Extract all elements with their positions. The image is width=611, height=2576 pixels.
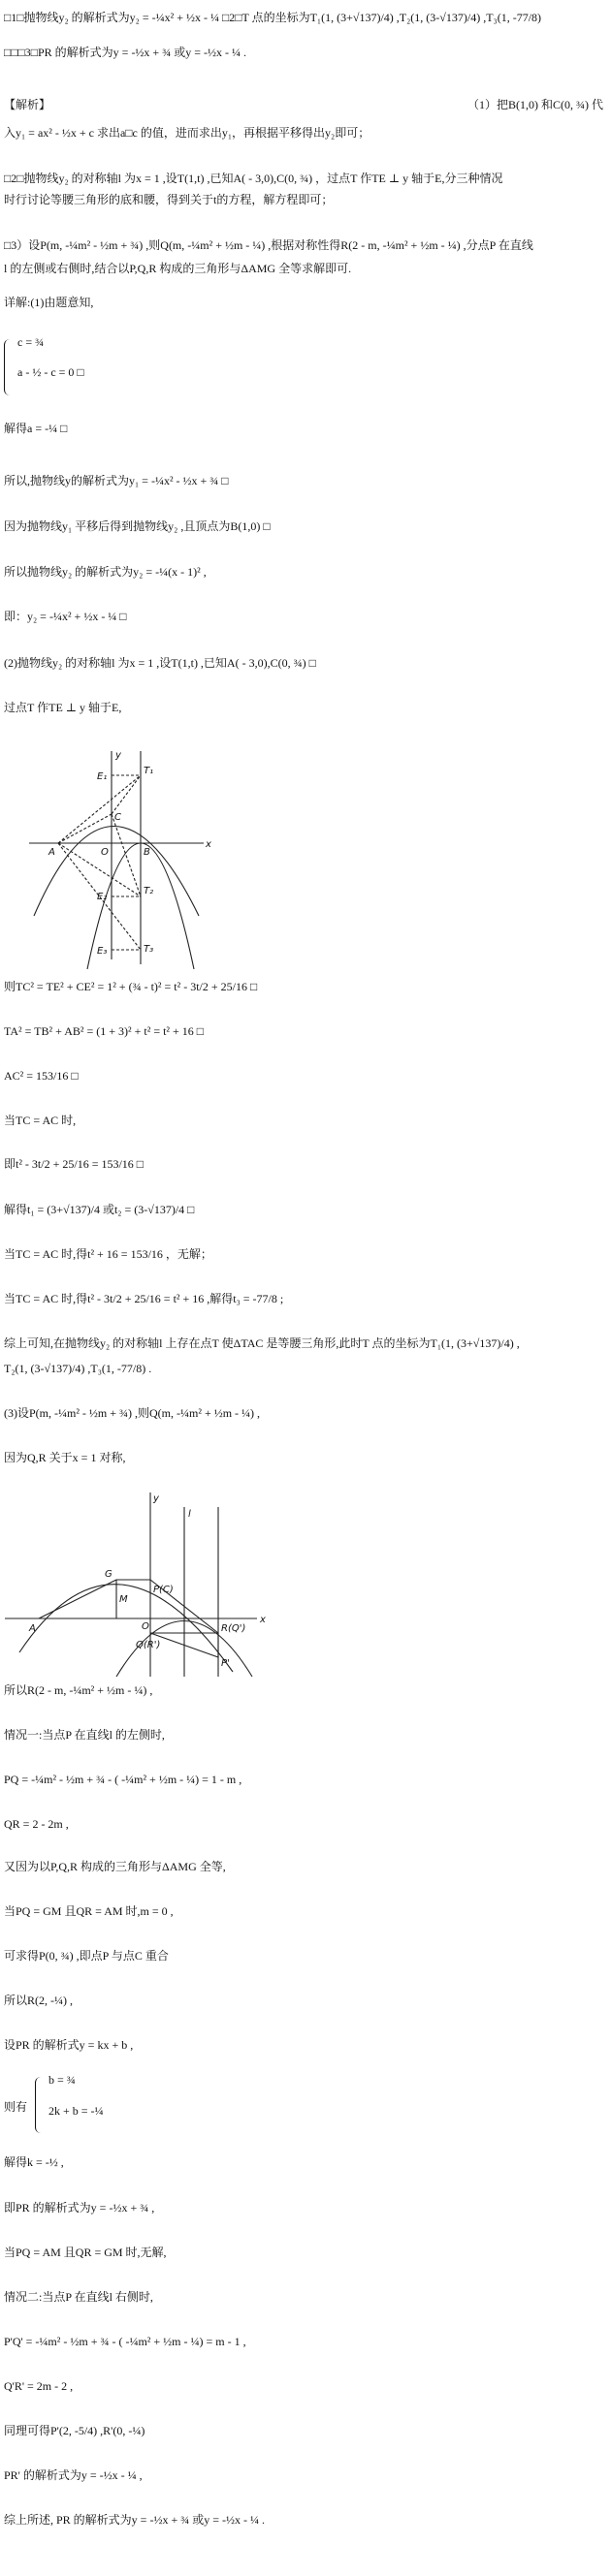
text-line-l22: 当TC = AC 时, [4, 1114, 77, 1127]
text-line-l12: 解得a = -¼ □ [4, 422, 68, 435]
text-line-l37: 可求得P(0, ¾) ,即点P 与点C 重合 [4, 1949, 169, 1963]
text-line-l48: 同理可得P'(2, -5/4) ,R'(0, -¼) [4, 2424, 145, 2437]
text-line-l45: 情况二:当点P 在直线l 右侧时, [4, 2290, 153, 2304]
parabola-y1 [34, 827, 199, 917]
figure-isosceles-diagram [0, 746, 611, 969]
figure-congruence-diagram [0, 1488, 611, 1681]
text-line-l1: □1□抛物线y₂ 的解析式为y₂ = -¼x² + ½x - ¼ □2□T 点的坐标为T₁(1, (3+√137)/4) ,T₂(1, (3-√137)/4) ,T₃(1, -77/8) [4, 11, 542, 24]
fig2-PC: P(C) [153, 1585, 174, 1595]
text-line-l24: 解得t₁ = (3+√137)/4 或t₂ = (3-√137)/4 □ [4, 1203, 195, 1216]
fig1-E3: E₃ [97, 946, 108, 957]
fig1-C: C [114, 812, 121, 823]
fig2-A: A [29, 1623, 36, 1634]
text-line-l32: 情况一:当点P 在直线l 的左侧时, [4, 1728, 165, 1742]
text-line-l34: QR = 2 - 2m , [4, 1817, 69, 1831]
text-line-l2: □□□3□PR 的解析式为y = -½x + ¾ 或y = -½x - ¼ . [4, 46, 246, 59]
text-line-l35: 又因为以P,Q,R 构成的三角形与ΔAMG 全等, [4, 1860, 226, 1873]
text-line-l19: 则TC² = TE² + CE² = 1² + (¾ - t)² = t² - 3t/2 + 25/16 □ [4, 980, 258, 993]
text-line-l17: (2)抛物线y₂ 的对称轴l 为x = 1 ,设T(1,t) ,已知A( - 3,0),C(0, ¾) □ [4, 656, 316, 670]
fig1-E1: E₁ [97, 771, 108, 782]
text-line-l28: T₂(1, (3-√137)/4) ,T₃(1, -77/8) . [4, 1362, 152, 1375]
fig2-P-prime: P' [221, 1658, 230, 1669]
text-line-l42: 解得k = -½ , [4, 2155, 64, 2169]
text-line-l38: 所以R(2, -¼) , [4, 1994, 73, 2007]
text-line-l5: □2□抛物线y₂ 的对称轴l 为x = 1 ,设T(1,t) ,已知A( - 3,0),C(0, ¾) ，过点T 作TE ⊥ y 轴于E,分三种情况 [4, 172, 503, 185]
text-line-l47: Q'R' = 2m - 2 , [4, 2379, 74, 2393]
text-line-l18: 过点T 作TE ⊥ y 轴于E, [4, 701, 122, 714]
text-line-l16: 即：y₂ = -¼x² + ½x - ¼ □ [4, 610, 127, 623]
fig1-E2: E₂ [97, 892, 108, 902]
fig2-l-label: l [188, 1509, 191, 1520]
text-line-l7: □3）设P(m, -¼m² - ½m + ¾) ,则Q(m, -¼m² + ½m - ¼) ,根据对称性得R(2 - m, -¼m² + ½m - ¼) ,分点P 在直线 [4, 238, 533, 252]
fig1-O: O [101, 847, 109, 858]
text-line-l29: (3)设P(m, -¼m² - ½m + ¾) ,则Q(m, -¼m² + ½m - ¼) , [4, 1406, 261, 1420]
text-line-l3b: （1）把B(1,0) 和C(0, ¾) 代 [467, 98, 603, 111]
then-label: 则有 [4, 2100, 28, 2114]
text-line-l44: 当PQ = AM 且QR = GM 时,无解, [4, 2246, 167, 2259]
text-line-l9: 详解:(1)由题意知, [4, 296, 94, 309]
text-line-l15: 所以抛物线y₂ 的解析式为y₂ = -¼(x - 1)² , [4, 565, 207, 579]
text-line-l41: 2k + b = -¼ [48, 2104, 104, 2118]
fig1-x-label: x [206, 839, 211, 850]
text-line-l46: P'Q' = -¼m² - ½m + ¾ - ( -¼m² + ½m - ¼) = m - 1 , [4, 2335, 246, 2348]
fig1-T2: T₂ [144, 886, 154, 896]
fig2-y-label: y [153, 1493, 159, 1504]
text-line-l11: a - ½ - c = 0 □ [17, 365, 84, 379]
fig1-T1: T₁ [144, 766, 154, 776]
text-line-l20: TA² = TB² + AB² = (1 + 3)² + t² = t² + 16 □ [4, 1024, 205, 1038]
text-line-l31: 所以R(2 - m, -¼m² + ½m - ¼) , [4, 1683, 153, 1697]
text-line-l25: 当TC = AC 时,得t² + 16 = 153/16 ，无解； [4, 1247, 212, 1261]
text-line-l21: AC² = 153/16 □ [4, 1069, 79, 1083]
text-line-l4: 入y₁ = ax² - ½x + c 求出a□c 的值，进而求出y₁，再根据平移得出y₂即可； [4, 126, 370, 140]
system-brace-2 [35, 2077, 42, 2133]
text-line-l26: 当TC = AC 时,得t² - 3t/2 + 25/16 = t² + 16 ,解得t₃ = -77/8 ; [4, 1292, 284, 1305]
text-line-l14: 因为抛物线y₁ 平移后得到抛物线y₂ ,且顶点为B(1,0) □ [4, 519, 271, 533]
text-line-l40: b = ¾ [48, 2073, 76, 2087]
fig2-RQ: R(Q') [221, 1623, 246, 1634]
text-line-l36: 当PQ = GM 且QR = AM 时,m = 0 , [4, 1904, 174, 1918]
text-line-l39: 设PR 的解析式y = kx + b , [4, 2038, 134, 2052]
text-line-l3: 【解析】 [4, 98, 51, 111]
text-line-l8: l 的左侧或右侧时,结合以P,Q,R 构成的三角形与ΔAMG 全等求解即可. [4, 262, 352, 275]
fig2-QR: Q(R') [136, 1640, 161, 1650]
text-line-l33: PQ = -¼m² - ½m + ¾ - ( -¼m² + ½m - ¼) = 1 - m , [4, 1773, 242, 1786]
text-line-l50: 综上所述, PR 的解析式为y = -½x + ¾ 或y = -½x - ¼ . [4, 2513, 265, 2527]
fig1-B: B [144, 847, 150, 858]
fig2-O: O [142, 1621, 149, 1632]
text-line-l10: c = ¾ [17, 335, 45, 349]
text-line-l27: 综上可知,在抛物线y₂ 的对称轴l 上存在点T 使ΔTAC 是等腰三角形,此时T 点的坐标为T₁(1, (3+√137)/4) , [4, 1336, 520, 1350]
text-line-l30: 因为Q,R 关于x = 1 对称, [4, 1451, 126, 1464]
text-line-l13: 所以,抛物线y的解析式为y₁ = -¼x² - ½x + ¾ □ [4, 474, 229, 487]
text-line-l49: PR' 的解析式为y = -½x - ¼ , [4, 2468, 143, 2482]
fig2-M: M [119, 1594, 128, 1605]
fig1-T3: T₃ [144, 944, 154, 955]
text-line-l6: 时行讨论等腰三角形的底和腰，得到关于t的方程，解方程即可； [4, 193, 334, 206]
fig1-A: A [48, 847, 55, 858]
fig2-x-label: x [260, 1615, 266, 1625]
text-line-l43: 即PR 的解析式为y = -½x + ¾ , [4, 2201, 155, 2215]
system-brace-1 [4, 339, 11, 395]
fig1-y-label: y [115, 750, 121, 761]
text-line-l23: 即t² - 3t/2 + 25/16 = 153/16 □ [4, 1157, 145, 1171]
fig2-G: G [105, 1569, 113, 1580]
